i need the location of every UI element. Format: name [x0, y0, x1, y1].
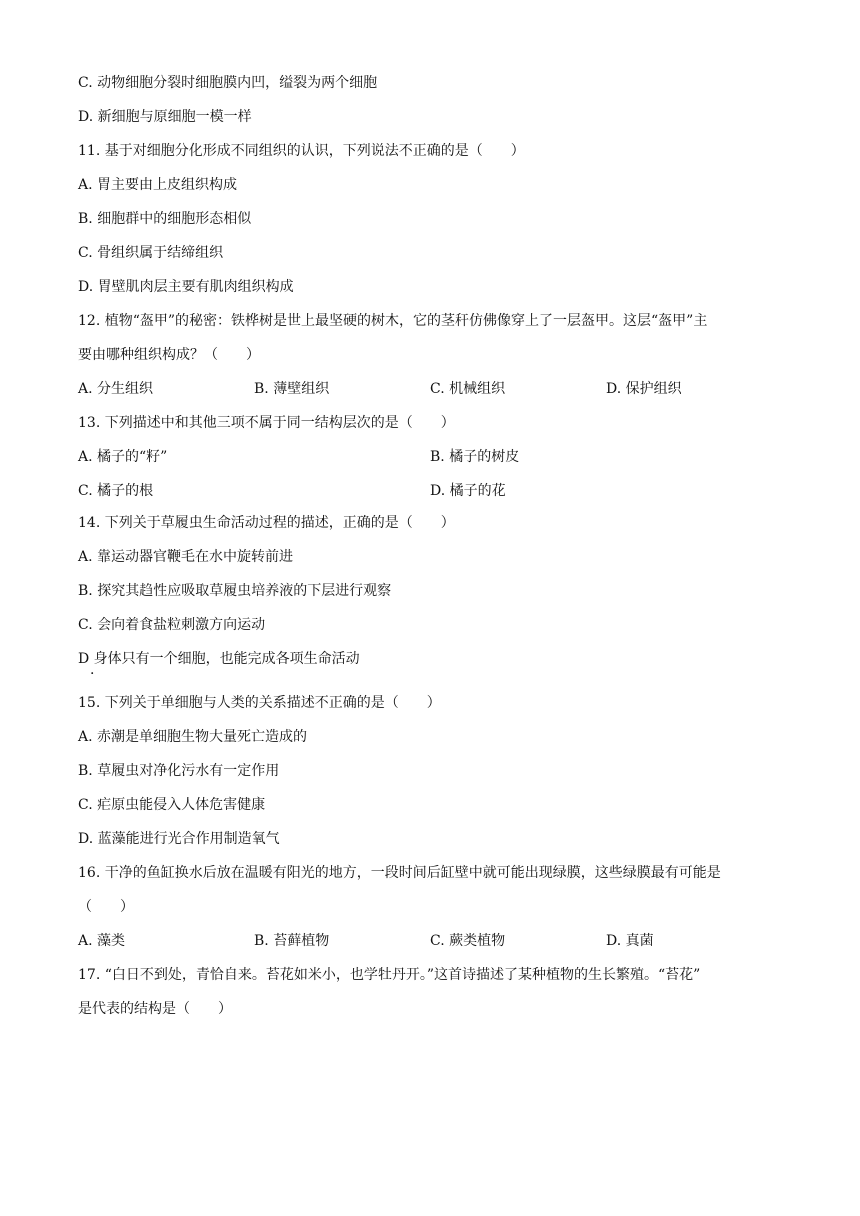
q12-stem-line-1: 12. 植物“盔甲”的秘密：铁桦树是世上最坚硬的树木，它的茎秆仿佛像穿上了一层盔甲。这层“盔甲”主 [78, 313, 708, 329]
q12-option-b: B. 薄壁组织 [254, 381, 330, 397]
q11-stem: 11. 基于对细胞分化形成不同组织的认识，下列说法不正确的是（ ） [78, 143, 525, 159]
q11-option-d: D. 胃壁肌肉层主要有肌肉组织构成 [78, 279, 294, 295]
q15-option-b: B. 草履虫对净化污水有一定作用 [78, 763, 280, 779]
stray-dot-mark: · [90, 666, 95, 682]
q14-option-d: D 身体只有一个细胞，也能完成各项生命活动 [78, 651, 360, 667]
q10-option-d: D. 新细胞与原细胞一模一样 [78, 109, 252, 125]
q11-option-b: B. 细胞群中的细胞形态相似 [78, 211, 252, 227]
q15-option-c: C. 疟原虫能侵入人体危害健康 [78, 797, 266, 813]
q14-option-a: A. 靠运动器官鞭毛在水中旋转前进 [78, 549, 294, 565]
q12-option-c: C. 机械组织 [430, 381, 506, 397]
q16-option-d: D. 真菌 [606, 933, 654, 949]
q12-option-d: D. 保护组织 [606, 381, 682, 397]
q10-option-c: C. 动物细胞分裂时细胞膜内凹，缢裂为两个细胞 [78, 75, 378, 91]
q12-stem-line-2: 要由哪种组织构成？（ ） [78, 347, 260, 363]
q16-option-a: A. 藻类 [78, 933, 126, 949]
q13-option-c: C. 橘子的根 [78, 483, 154, 499]
q16-option-c: C. 蕨类植物 [430, 933, 506, 949]
q16-stem-line-1: 16. 干净的鱼缸换水后放在温暖有阳光的地方，一段时间后缸壁中就可能出现绿膜，这些绿膜最有可能是 [78, 865, 721, 881]
q13-option-d: D. 橘子的花 [430, 483, 506, 499]
q15-option-a: A. 赤潮是单细胞生物大量死亡造成的 [78, 729, 308, 745]
q15-stem: 15. 下列关于单细胞与人类的关系描述不正确的是（ ） [78, 695, 441, 711]
q14-stem: 14. 下列关于草履虫生命活动过程的描述，正确的是（ ） [78, 515, 455, 531]
q15-option-d: D. 蓝藻能进行光合作用制造氧气 [78, 831, 280, 847]
q17-stem-line-1: 17. “白日不到处，青恰自来。苔花如米小，也学牡丹开。”这首诗描述了某种植物的生长繁殖。“苔花” [78, 967, 701, 983]
q13-option-b: B. 橘子的树皮 [430, 449, 520, 465]
q14-option-b: B. 探究其趋性应吸取草履虫培养液的下层进行观察 [78, 583, 392, 599]
q13-option-a: A. 橘子的“籽” [78, 449, 168, 465]
q14-option-c: C. 会向着食盐粒刺激方向运动 [78, 617, 266, 633]
q17-stem-line-2: 是代表的结构是（ ） [78, 1001, 232, 1017]
q11-option-a: A. 胃主要由上皮组织构成 [78, 177, 238, 193]
q16-stem-line-2: （ ） [78, 899, 134, 915]
q16-option-b: B. 苔藓植物 [254, 933, 330, 949]
q13-stem: 13. 下列描述中和其他三项不属于同一结构层次的是（ ） [78, 415, 455, 431]
q12-option-a: A. 分生组织 [78, 381, 154, 397]
q11-option-c: C. 骨组织属于结缔组织 [78, 245, 224, 261]
